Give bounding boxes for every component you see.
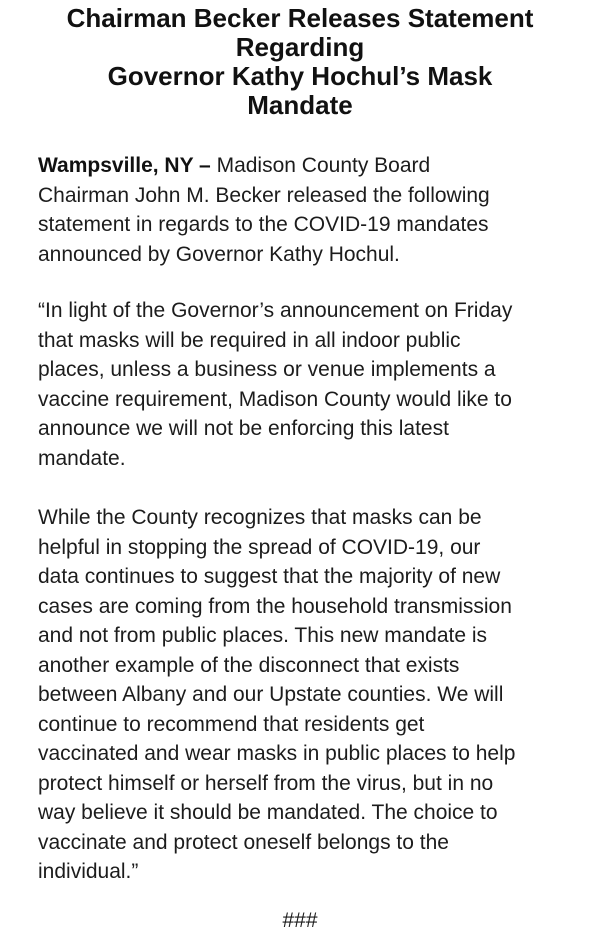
intro-first-line-text: Madison County Board (210, 154, 431, 177)
paragraph-line: and not from public places. This new mandate is (38, 624, 488, 647)
intro-paragraph (38, 151, 583, 269)
dateline: Wampsville, NY – (38, 154, 211, 177)
paragraph-line: vaccine requirement, Madison County would like to (38, 387, 512, 411)
document-title (20, 4, 580, 120)
paragraph-line: way believe it should be mandated. The choice to (38, 801, 498, 824)
paragraph-line: another example of the disconnect that exists (38, 653, 460, 677)
paragraph-line: between Albany and our Upstate counties. We will (38, 683, 504, 706)
paragraph-line: mandate. (38, 446, 126, 470)
paragraph-line: helpful in stopping the spread of COVID-19, our (38, 535, 481, 559)
title-line: Mandate (247, 90, 353, 120)
paragraph-line: announced by Governor Kathy Hochul. (38, 242, 400, 266)
paragraph-line: data continues to suggest that the majority of new (38, 565, 501, 588)
body-paragraph (38, 503, 583, 887)
paragraph-line: continue to recommend that residents get (38, 712, 425, 736)
title-line: Governor Kathy Hochul’s Mask (107, 61, 493, 91)
paragraph-line: that masks will be required in all indoor public (38, 328, 461, 352)
intro-first-line (38, 151, 583, 181)
paragraph-line: “In light of the Governor’s announcement on Friday (38, 299, 513, 322)
title-line: Chairman Becker Releases Statement (66, 3, 534, 33)
paragraph-line: vaccinated and wear masks in public places to help (38, 742, 516, 765)
paragraph-line: statement in regards to the COVID-19 mandates (38, 213, 489, 236)
paragraph-line: places, unless a business or venue implements a (38, 358, 496, 381)
paragraph-line: protect himself or herself from the virus, but in no (38, 771, 494, 795)
title-line: Regarding (235, 32, 365, 62)
paragraph-line: cases are coming from the household transmission (38, 594, 512, 618)
paragraph-line: vaccinate and protect oneself belongs to the (38, 830, 449, 854)
paragraph-line: announce we will not be enforcing this latest (38, 417, 449, 440)
paragraph-line: individual.” (38, 860, 139, 883)
quote-paragraph (38, 296, 583, 473)
paragraph-line: While the County recognizes that masks can be (38, 506, 482, 529)
paragraph-line: Chairman John M. Becker released the following (38, 183, 490, 207)
end-of-release-mark: ### (282, 909, 318, 932)
